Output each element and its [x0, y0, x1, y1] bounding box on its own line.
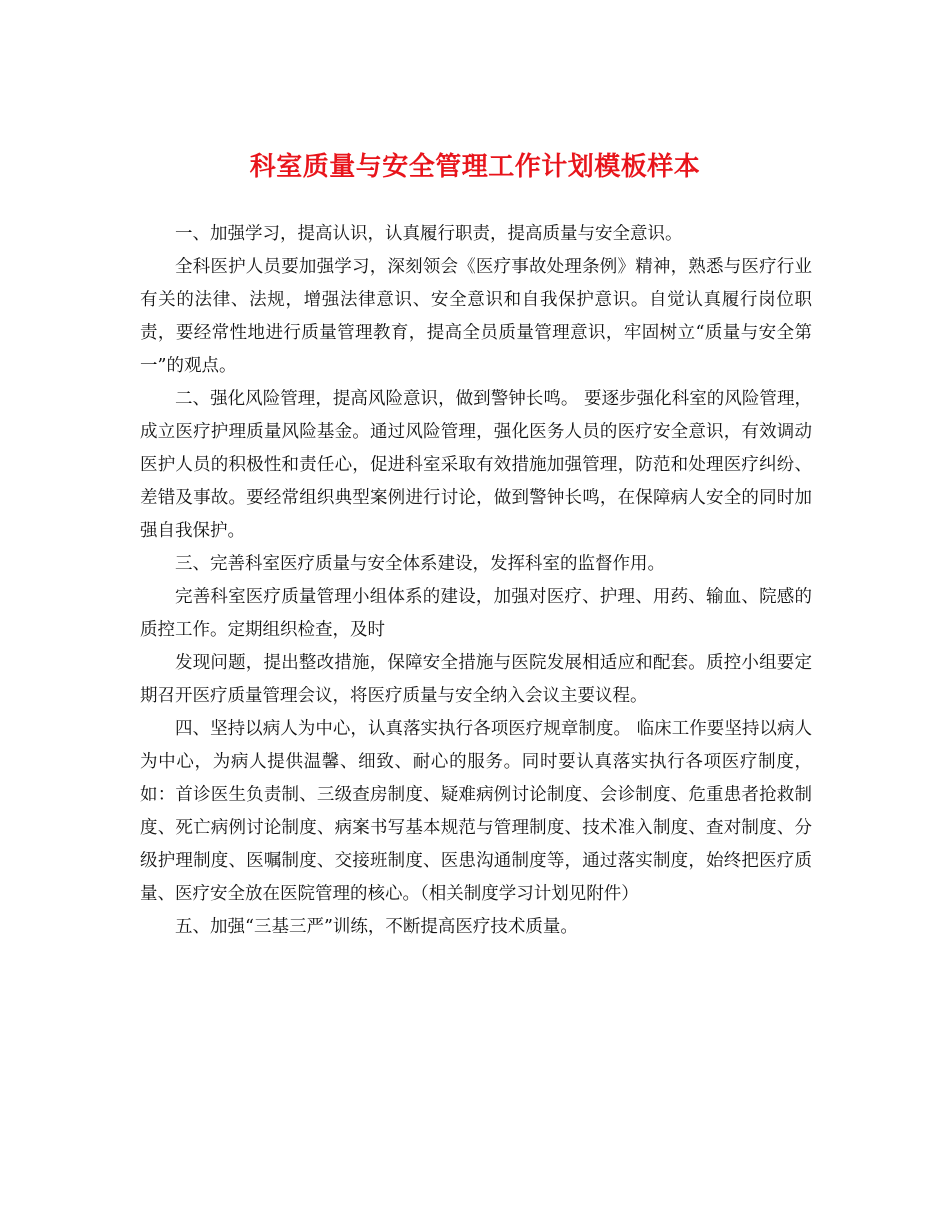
paragraph-1: 一、加强学习，提高认识，认真履行职责，提高质量与安全意识。: [175, 224, 683, 244]
paragraph-8: 五、加强“三基三严”训练，不断提高医疗技术质量。: [175, 917, 578, 937]
document-body: [140, 218, 812, 944]
paragraph-3: 二、强化风险管理，提高风险意识，做到警钟长鸣。 要逐步强化科室的风险管理，成立医疗护理质量风险基金。通过风险管理，强化医务人员的医疗安全意识，有效调动医护人员的积极性和责任心，促进科室采取有效措施加强管理，防范和处理医疗纠纷、差错及事故。要经常组织典型案例进行讨论，做到警钟长鸣，在保障病人安全的同时加强自我保护。: [140, 389, 812, 541]
paragraph-6: 发现问题，提出整改措施，保障安全措施与医院发展相适应和配套。质控小组要定期召开医疗质量管理会议，将医疗质量与安全纳入会议主要议程。: [140, 653, 812, 706]
document-title: 科室质量与安全管理工作计划模板样本: [249, 152, 701, 182]
paragraph-4: 三、完善科室医疗质量与安全体系建设，发挥科室的监督作用。: [175, 554, 665, 574]
paragraph-7: 四、坚持以病人为中心，认真落实执行各项医疗规章制度。 临床工作要坚持以病人为中心，为病人提供温馨、细致、耐心的服务。同时要认真落实执行各项医疗制度，如：首诊医生负责制、三级查房制度、疑难病例讨论制度、会诊制度、危重患者抢救制度、死亡病例讨论制度、病案书写基本规范与管理制度、技术准入制度、查对制度、分级护理制度、医嘱制度、交接班制度、医患沟通制度等，通过落实制度，始终把医疗质量、医疗安全放在医院管理的核心。（相关制度学习计划见附件）: [140, 719, 812, 904]
paragraph-2: 全科医护人员要加强学习，深刻领会《医疗事故处理条例》精神，熟悉与医疗行业有关的法律、法规，增强法律意识、安全意识和自我保护意识。自觉认真履行岗位职责，要经常性地进行质量管理教育，提高全员质量管理意识，牢固树立“质量与安全第一”的观点。: [140, 257, 812, 376]
paragraph-5: 完善科室医疗质量管理小组体系的建设，加强对医疗、护理、用药、输血、院感的质控工作。定期组织检查，及时: [140, 587, 812, 640]
